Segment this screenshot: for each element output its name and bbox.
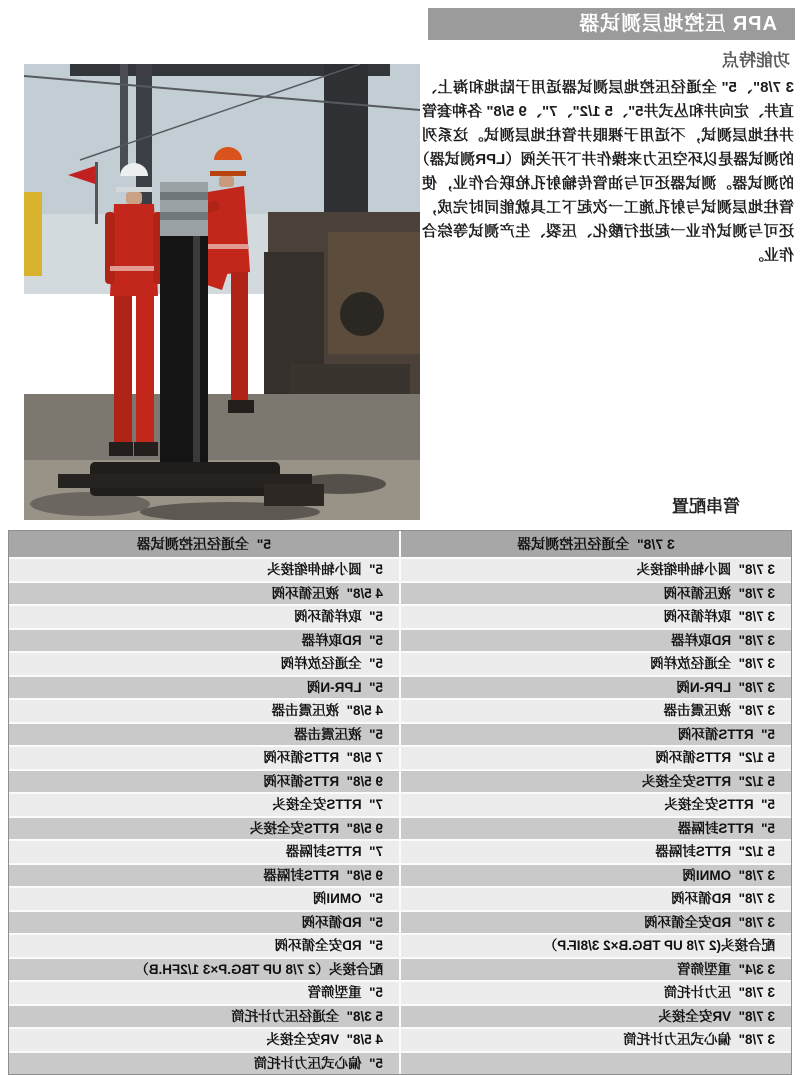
table-cell: 3 7/8" RD安全循环阀: [644, 914, 775, 930]
table-cell: 配合接头（2 7/8 UP TBG.P×3 1/2FH.B）: [9, 959, 401, 981]
column-header-5: 5" 全通径压控测试器: [9, 531, 401, 557]
table-cell: 5" RTTS封隔器: [677, 820, 775, 836]
table-row: [9, 700, 791, 724]
table-cell: 3 7/8" LPR-N阀: [676, 679, 775, 695]
table-cell: 7" RTTS封隔器: [9, 841, 401, 863]
table-cell: 3 7/8" 取样循环阀: [663, 609, 775, 624]
table-cell: 7" RTTS安全接头: [9, 794, 401, 816]
table-cell: 3 7/8" 液压循环阀: [663, 585, 775, 601]
table-cell: 3 7/8" RD循环阀: [671, 891, 775, 906]
features-heading: 功能特点: [722, 51, 790, 70]
table-cell: 7 5/8" RTTS循环阀: [9, 747, 401, 769]
page-title: APR 压控地层测试器: [578, 13, 777, 35]
table-row: [9, 606, 791, 630]
column-header-378: 3 7/8" 全通径压控测试器: [517, 536, 675, 552]
table-cell: 3 3/4" 重型筛管: [677, 961, 775, 977]
table-row: [9, 912, 791, 936]
table-cell: 5" RD循环阀: [9, 912, 401, 934]
table-cell: 配合接头(2 7/8 UP TBG.B×2 3/8IF.P）: [543, 938, 775, 953]
table-cell: 5" RD安全循环阀: [9, 935, 401, 957]
table-cell: 5 1/2" RTTS循环阀: [655, 750, 775, 765]
config-table: [8, 530, 792, 1075]
table-row: [9, 724, 791, 748]
table-cell: 4 5/8" 液压震击器: [9, 700, 401, 722]
rig-photo: [24, 64, 420, 520]
table-cell: 5" RTTS循环阀: [677, 726, 775, 742]
photo-test-tool-pipe: [160, 182, 208, 476]
table-row: [9, 1006, 791, 1030]
table-cell: 5" 圆小轴伸缩接头: [9, 559, 401, 581]
table-cell: 9 5/8" RTTS安全接头: [9, 818, 401, 840]
table-cell: 3 7/8" 压力计托筒: [663, 985, 775, 1000]
photo-rig-floor: [24, 394, 420, 520]
table-cell: 9 5/8" RTTS封隔器: [9, 865, 401, 887]
table-row: [9, 630, 791, 654]
photo-machinery: [264, 212, 420, 404]
table-row: [9, 747, 791, 771]
table-cell: 3 7/8" 液压震击器: [663, 703, 775, 718]
page-title-bar: [428, 8, 795, 40]
table-cell: 3 7/8" 偏心式压力计托筒: [623, 1032, 775, 1047]
table-cell: 4 5/8" 液压循环阀: [9, 583, 401, 605]
table-cell: 5" LPR-N阀: [9, 677, 401, 699]
table-cell: 3 7/8" VR安全接头: [658, 1008, 775, 1024]
table-row: [9, 794, 791, 818]
table-cell: 3 7/8" 圆小轴伸缩接头: [636, 562, 775, 577]
table-body: [9, 559, 791, 1074]
table-cell: 5" OMNI阀: [9, 888, 401, 910]
table-cell: 5" 取样循环阀: [9, 606, 401, 628]
table-cell: 3 7/8" OMNI阀: [682, 867, 775, 883]
table-row: [9, 559, 791, 583]
table-cell: 4 5/8" VR安全接头: [9, 1029, 401, 1051]
table-row: [9, 982, 791, 1006]
table-row: [9, 841, 791, 865]
table-row: [9, 653, 791, 677]
table-row: [9, 583, 791, 607]
table-header-row: [9, 531, 791, 559]
table-row: [9, 818, 791, 842]
table-row: [9, 1053, 791, 1075]
table-cell: 3 7/8" 全通径放样阀: [650, 656, 775, 671]
table-cell: 5" 偏心式压力计托筒: [9, 1053, 401, 1075]
table-row: [9, 677, 791, 701]
config-heading: 管串配置: [672, 497, 740, 516]
table-cell: 5 1/2" RTTS封隔器: [655, 844, 775, 859]
photo-yellow-panel: [24, 192, 42, 276]
features-section: [422, 46, 794, 268]
table-cell: 5" 全通径放样阀: [9, 653, 401, 675]
features-paragraph: 3 7/8"、5" 全通径压控地层测试器适用于陆地和海上、直井、定向井和丛式井5"、5 1/2"、7"、9 5/8" 各种套管井柱地层测试，不适用于裸眼井管柱地层测试。这系列的测试器是以环空压力来操作井下开关阀（LPR测试器）的测试器。测试器还可与油管传输射孔枪联合作业，使管柱地层测试与射孔施工一次起下工具就能同时完成，还可与测试作业一起进行酸化、压裂、生产测试等综合作业。: [422, 79, 794, 264]
table-row: [9, 1029, 791, 1053]
table-row: [9, 771, 791, 795]
table-cell: [401, 1053, 791, 1075]
table-cell: 5" RTTS安全接头: [664, 797, 775, 812]
table-cell: 5" 液压震击器: [9, 724, 401, 746]
table-row: [9, 935, 791, 959]
table-cell: 5" 重型筛管: [9, 982, 401, 1004]
table-row: [9, 959, 791, 983]
table-cell: 5" RD取样器: [9, 630, 401, 652]
table-row: [9, 865, 791, 889]
table-cell: 5 3/8" 全通径压力计托筒: [9, 1006, 401, 1028]
table-cell: 3 7/8" RD取样器: [671, 632, 775, 648]
table-row: [9, 888, 791, 912]
table-cell: 5 1/2" RTTS安全接头: [641, 773, 775, 789]
table-cell: 9 5/8" RTTS循环阀: [9, 771, 401, 793]
